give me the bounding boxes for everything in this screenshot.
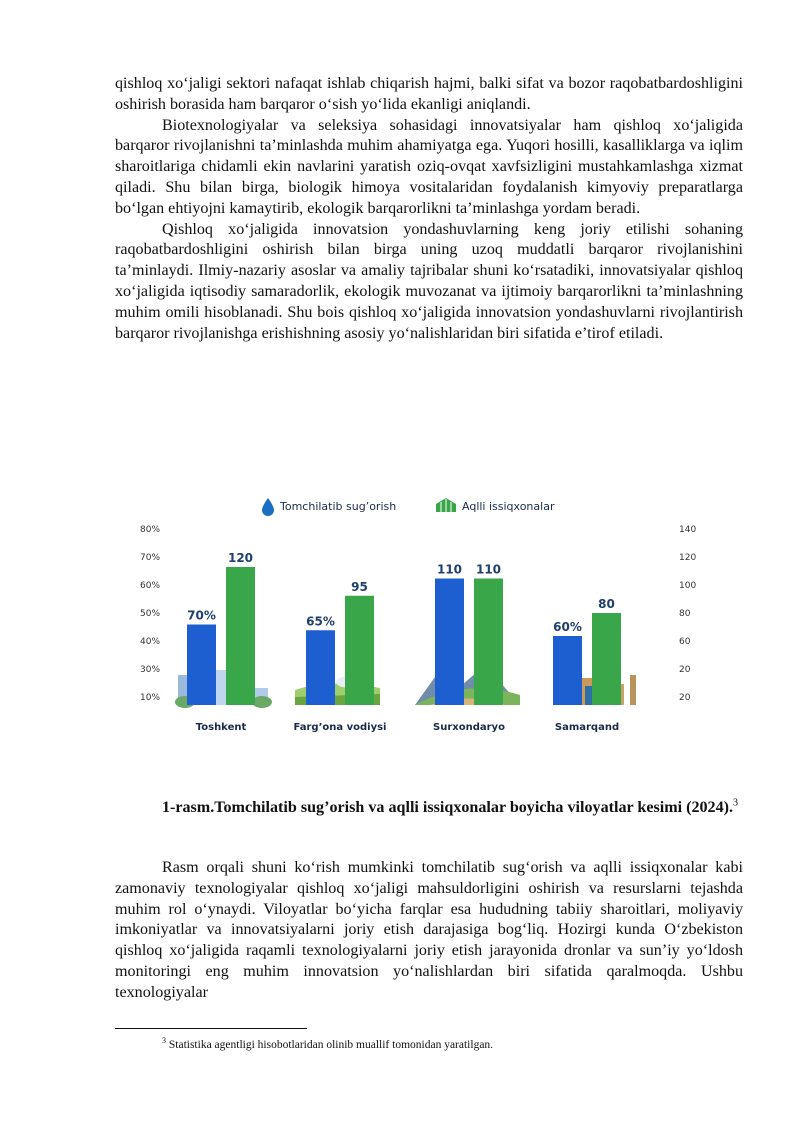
footnote bbox=[162, 1038, 493, 1052]
bar-smart-greenhouses bbox=[345, 596, 374, 705]
bar-value-label: 80 bbox=[598, 597, 615, 611]
bar-drip-irrigation bbox=[435, 579, 464, 706]
bar-value-label: 110 bbox=[436, 562, 463, 577]
paragraph-3: Qishloq xo‘jaligida innovatsion yondashuvlarning keng joriy etilishi sohaning raqobatbardoshligini oshirish bilan birga uning uzoq muddatli barqaror rivojlanishini ta’minlaydi. Ilmiy-nazariy asoslar va amaliy tajribalar shuni ko‘rsatadiki, innovatsiyalar qishloq xo‘jaligida iqtisodiy samaradorlik, ekologik muvozanat va ijtimoiy barqarorlikni ta’minlashning muhim omili hisoblanadi. Shu bois qishloq xo‘jaligida innovatsion yondashuvlarni rivojlantirish barqaror rivojlanishga erishishning asosiy yo‘nalishlaridan biri sifatida e’tirof etiladi. bbox=[115, 220, 743, 342]
bar-smart-greenhouses bbox=[592, 613, 621, 705]
bar-smart-greenhouses bbox=[474, 579, 503, 706]
category-label: Farg’ona vodiysi bbox=[293, 722, 387, 733]
caption-text: 1-rasm.Tomchilatib sug’orish va aqlli issiqxonalar boyicha viloyatlar kesimi (2024). bbox=[161, 799, 734, 816]
figure-chart bbox=[0, 480, 800, 750]
right-axis-tick: 120 bbox=[679, 553, 697, 563]
footnote-mark: 3 bbox=[162, 1036, 166, 1046]
bar-chart bbox=[0, 480, 800, 750]
left-axis-tick: 70% bbox=[140, 553, 161, 563]
category-label: Samarqand bbox=[554, 722, 620, 733]
mountains-illustration bbox=[415, 665, 520, 705]
category-label: Surxondaryo bbox=[433, 722, 505, 733]
body-text-bottom bbox=[115, 858, 743, 1004]
left-axis-tick: 50% bbox=[140, 609, 161, 619]
bar-drip-irrigation bbox=[553, 636, 582, 705]
right-axis-tick: 20 bbox=[679, 693, 691, 703]
bar-drip-irrigation bbox=[187, 625, 216, 706]
bar-value-label: 60% bbox=[553, 620, 582, 634]
bar-value-label: 70% bbox=[187, 608, 216, 623]
chart-legend bbox=[262, 498, 555, 516]
category-labels bbox=[196, 722, 619, 733]
caption-footnote-mark: 3 bbox=[733, 797, 739, 809]
body-text-top bbox=[115, 74, 743, 344]
right-axis-tick: 100 bbox=[679, 581, 697, 591]
paragraph-1: qishloq xo‘jaligi sektori nafaqat ishlab chiqarish hajmi, balki sifat va bozor raqobatbardoshligini oshirish borasida ham barqaror o‘sish yo‘lida ekanligi aniqlandi. bbox=[115, 75, 743, 113]
left-axis-tick: 40% bbox=[140, 637, 161, 647]
legend-label-smart-greenhouses: Aqlli issiqxonalar bbox=[462, 500, 555, 513]
left-axis-tick: 80% bbox=[140, 525, 161, 535]
category-label: Toshkent bbox=[195, 722, 247, 733]
left-axis-tick: 60% bbox=[140, 581, 161, 591]
right-axis-tick: 140 bbox=[679, 525, 697, 535]
paragraph-4: Rasm orqali shuni ko‘rish mumkinki tomchilatib sug‘orish va aqlli issiqxonalar kabi zamonaviy texnologiyalar qishloq xo‘jaligi mahsuldorligini oshirish va resurslarni tejashda muhim rol o‘ynaydi. Viloyatlar bo‘yicha farqlar esa hududning tabiiy sharoitlari, moliyaviy imkoniyatlar va innovatsiyalarni joriy etish darajasiga bog‘liq. Hozirgi kunda O‘zbekiston qishloq xo‘jaligida raqamli texnologiyalarni joriy etish jarayonida dronlar va sun’iy yo‘ldosh monitoringi eng muhim innovatsion yo‘nalishlardan biri sifatida qaralmoqda. Ushbu texnologiyalar bbox=[115, 859, 743, 1001]
paragraph-2: Biotexnologiyalar va seleksiya sohasidagi innovatsiyalar ham qishloq xo‘jaligida barqaror rivojlanishni ta’minlashda muhim ahamiyatga ega. Yuqori hosilli, kasalliklarga va iqlim sharoitlariga chidamli ekin navlarini yaratish oziq-ovqat xavfsizligini mustahkamlashga xizmat qiladi. Shu bilan birga, biologik himoya vositalaridan foydalanish kimyoviy preparatlarga bo‘lgan ehtiyojni kamaytirib, ekologik barqarorlikni ta’minlashga yordam beradi. bbox=[115, 116, 743, 217]
bar-smart-greenhouses bbox=[226, 567, 255, 705]
footnote-divider bbox=[115, 1028, 307, 1029]
left-axis-tick: 30% bbox=[140, 665, 161, 675]
bar-value-label: 65% bbox=[306, 614, 335, 629]
bar-value-label: 110 bbox=[475, 562, 502, 577]
bar-value-label: 95 bbox=[351, 579, 368, 594]
right-axis-tick: 60 bbox=[679, 637, 691, 647]
figure-caption bbox=[150, 797, 750, 818]
bar-drip-irrigation bbox=[306, 630, 335, 705]
right-axis-tick: 20 bbox=[679, 665, 691, 675]
greenhouse-icon bbox=[436, 498, 456, 512]
left-axis bbox=[140, 525, 160, 703]
water-drop-icon bbox=[262, 498, 274, 516]
footnote-text: Statistika agentligi hisobotlaridan olinib muallif tomonidan yaratilgan. bbox=[168, 1039, 494, 1051]
left-axis-tick: 10% bbox=[140, 693, 161, 703]
right-axis bbox=[679, 525, 696, 703]
bar-value-label: 120 bbox=[227, 551, 254, 565]
right-axis-tick: 80 bbox=[679, 609, 691, 619]
legend-label-drip-irrigation: Tomchilatib sug’orish bbox=[280, 500, 397, 513]
bars-group bbox=[187, 567, 621, 705]
